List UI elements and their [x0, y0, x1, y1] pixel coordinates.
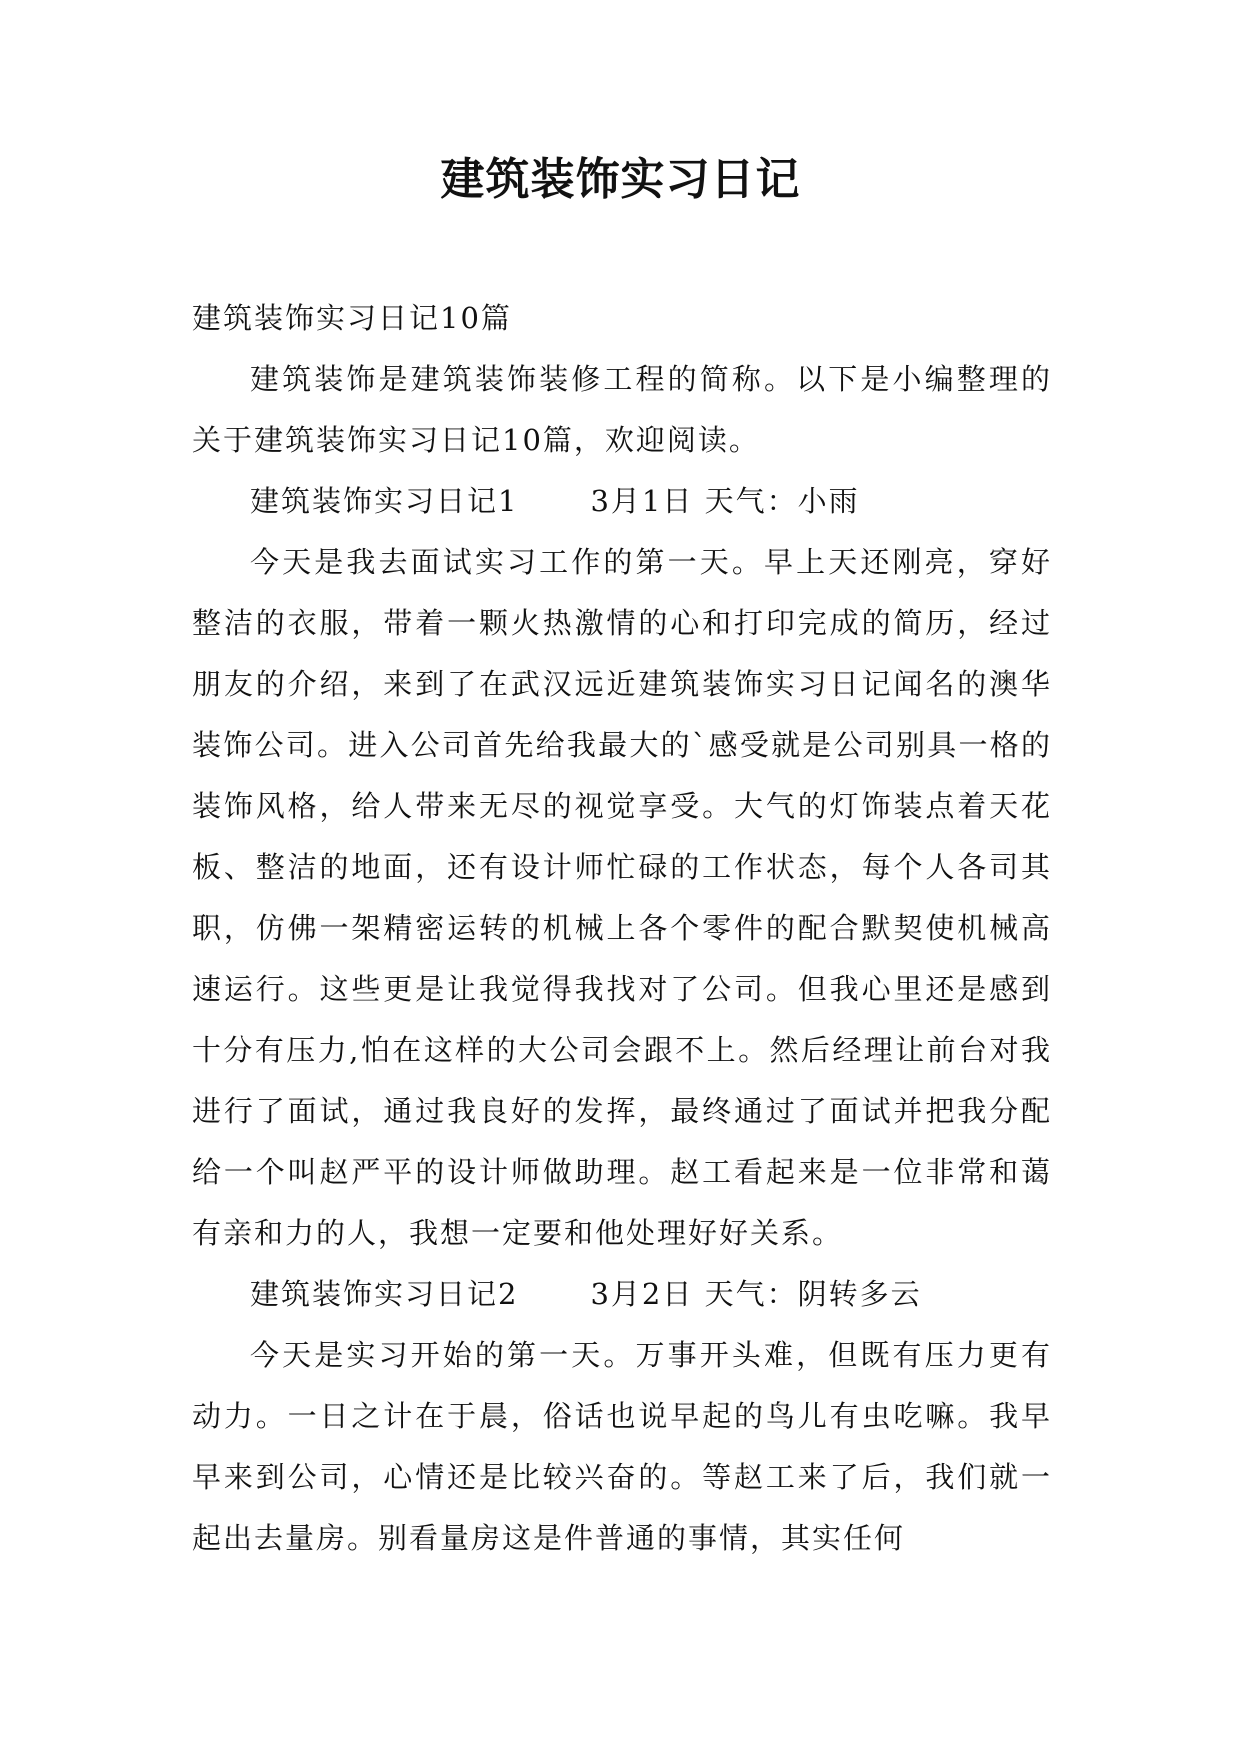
- entry-2-weather: 天气：阴转多云: [704, 1277, 922, 1311]
- entry-1-heading: 建筑装饰实习日记1: [250, 484, 519, 518]
- entry-2-header: [192, 1264, 1052, 1325]
- document-title: 建筑装饰实习日记: [440, 154, 801, 205]
- entry-1-date: 3月1日: [590, 484, 694, 518]
- entry-1-header: [192, 471, 1052, 532]
- entry-1-weather: 天气：小雨: [704, 484, 860, 518]
- intro-paragraph: 建筑装饰是建筑装饰装修工程的简称。以下是小编整理的关于建筑装饰实习日记10篇，欢迎阅读。: [192, 362, 1052, 457]
- document-body: [192, 288, 1052, 1569]
- entry-2-heading: 建筑装饰实习日记2: [250, 1277, 519, 1311]
- entry-2-date: 3月2日: [590, 1277, 694, 1311]
- entry-1-body: 今天是我去面试实习工作的第一天。早上天还刚亮，穿好整洁的衣服，带着一颗火热激情的心和打印完成的简历，经过朋友的介绍，来到了在武汉远近建筑装饰实习日记闻名的澳华装饰公司。进入公司首先给我最大的`感受就是公司别具一格的装饰风格，给人带来无尽的视觉享受。大气的灯饰装点着天花板、整洁的地面，还有设计师忙碌的工作状态，每个人各司其职，仿佛一架精密运转的机械上各个零件的配合默契使机械高速运行。这些更是让我觉得我找对了公司。但我心里还是感到十分有压力,怕在这样的大公司会跟不上。然后经理让前台对我进行了面试，通过我良好的发挥，最终通过了面试并把我分配给一个叫赵严平的设计师做助理。赵工看起来是一位非常和蔼有亲和力的人，我想一定要和他处理好好关系。: [192, 545, 1052, 1250]
- document-subtitle: 建筑装饰实习日记10篇: [192, 301, 512, 335]
- entry-2-body: 今天是实习开始的第一天。万事开头难，但既有压力更有动力。一日之计在于晨，俗话也说早起的鸟儿有虫吃嘛。我早早来到公司，心情还是比较兴奋的。等赵工来了后，我们就一起出去量房。别看量房这是件普通的事情，其实任何: [192, 1338, 1052, 1555]
